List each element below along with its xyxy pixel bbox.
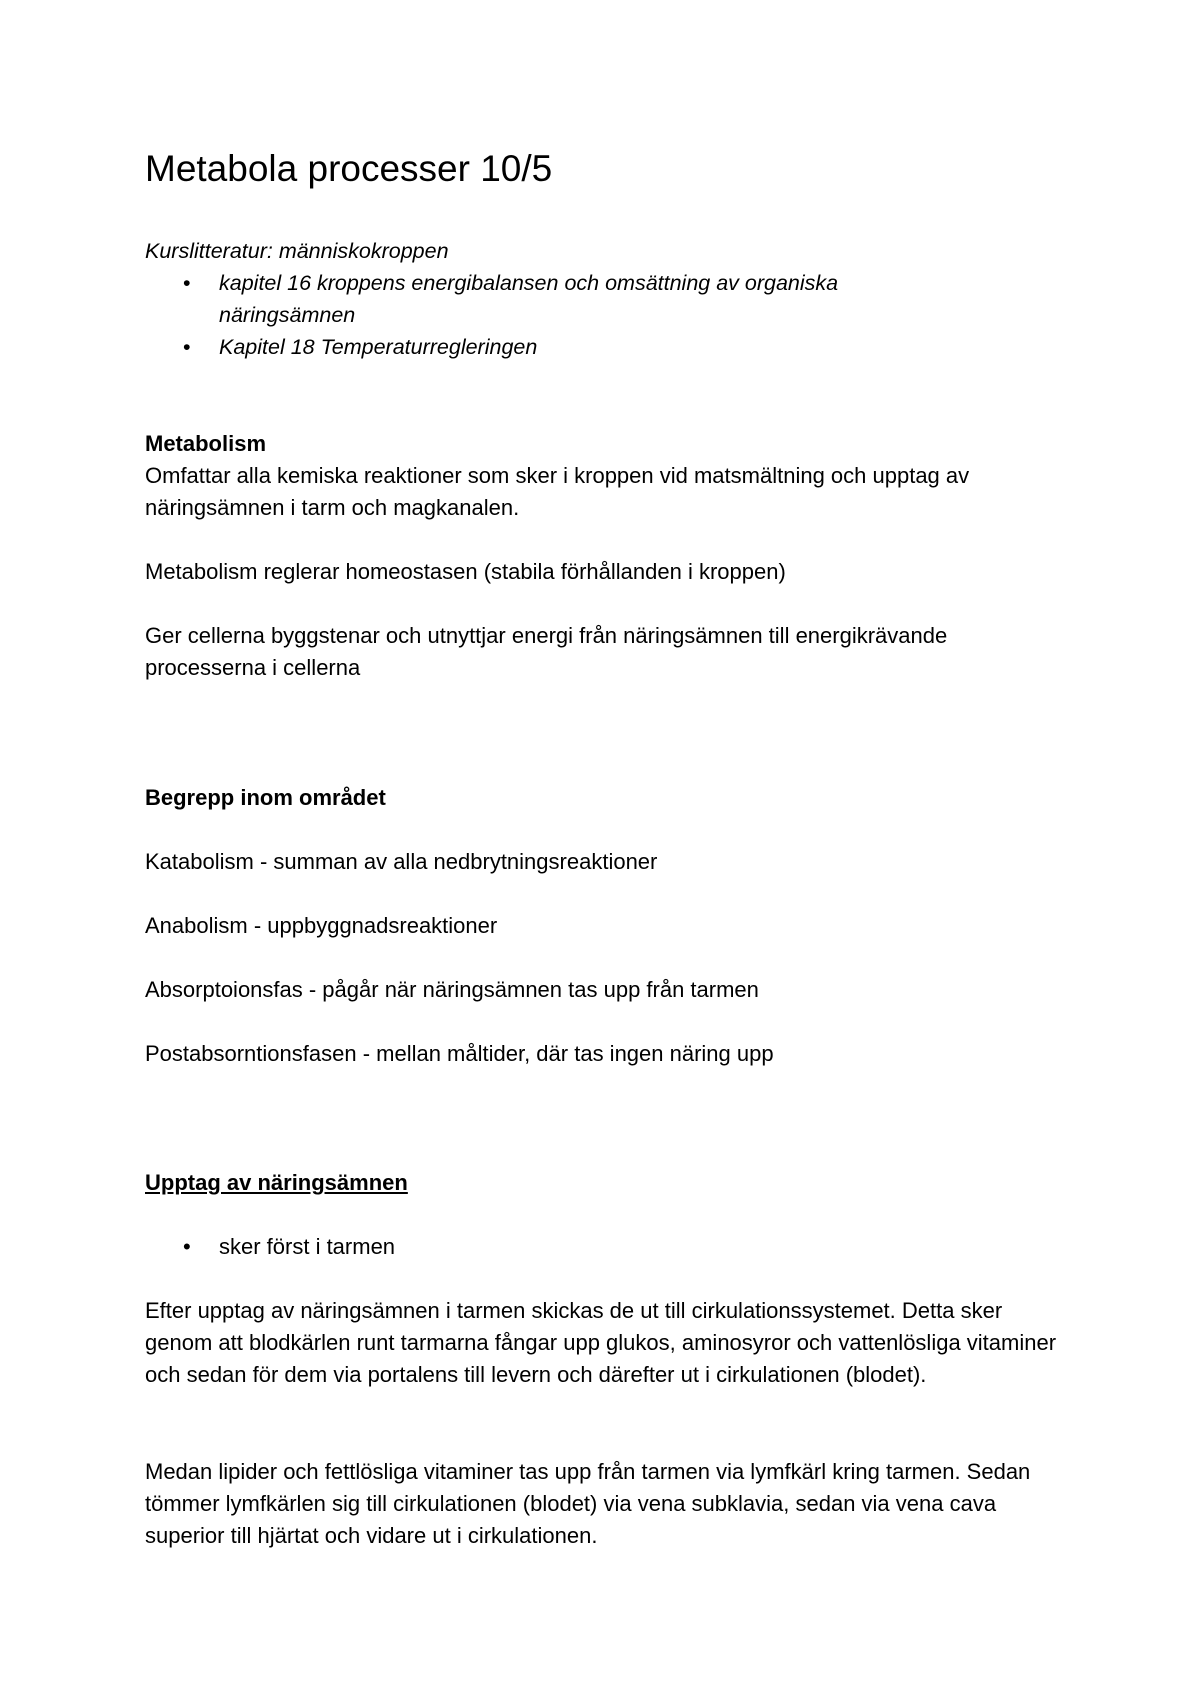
metabolism-heading: Metabolism <box>145 431 267 456</box>
concept-item: Absorptoionsfas - pågår när näringsämnen tas upp från tarmen <box>145 977 759 1002</box>
concept-item: Anabolism - uppbyggnadsreaktioner <box>145 913 498 938</box>
lipid-paragraph: Medan lipider och fettlösliga vitaminer tas upp från tarmen via lymfkärl kring tarmen. Sedan tömmer lymfkärlen sig till cirkulationen (blodet) via vena subklavia, sedan via vena cava superior till hjärtat och vidare ut i cirkulationen. <box>145 1459 1031 1548</box>
literature-list <box>145 267 919 363</box>
uptake-paragraph: Efter upptag av näringsämnen i tarmen skickas de ut till cirkulationssystemet. Detta sker genom att blodkärlen runt tarmarna fångar upp glukos, aminosyror och vattenlösliga vitaminer och sedan för dem via portalens till levern och därefter ut i cirkulationen (blodet). <box>145 1298 1057 1387</box>
document-title: Metabola processer 10/5 <box>145 148 553 189</box>
metabolism-section <box>145 428 1085 524</box>
literature-label: Kurslitteratur: människokroppen <box>145 239 449 263</box>
uptake-heading: Upptag av näringsämnen <box>145 1170 408 1195</box>
literature-item: • Kapitel 18 Temperaturregleringen <box>145 331 919 363</box>
bullet-icon: • <box>183 335 191 359</box>
literature-item: • kapitel 16 kroppens energibalansen och omsättning av organiska näringsämnen <box>145 267 919 331</box>
metabolism-paragraph: Omfattar alla kemiska reaktioner som sker i kroppen vid matsmältning och upptag av näringsämnen i tarm och magkanalen. <box>145 463 970 520</box>
uptake-bullet-item: • sker först i tarmen <box>145 1231 1085 1263</box>
concepts-heading: Begrepp inom området <box>145 785 386 810</box>
concept-item: Postabsorntionsfasen - mellan måltider, där tas ingen näring upp <box>145 1041 774 1066</box>
bullet-icon: • <box>183 1234 191 1259</box>
literature-section <box>145 235 919 363</box>
homeostasis-paragraph: Metabolism reglerar homeostasen (stabila förhållanden i kroppen) <box>145 559 786 584</box>
concept-item: Katabolism - summan av alla nedbrytningsreaktioner <box>145 849 658 874</box>
bullet-icon: • <box>183 271 191 295</box>
energy-paragraph: Ger cellerna byggstenar och utnyttjar energi från näringsämnen till energikrävande processerna i cellerna <box>145 623 948 680</box>
